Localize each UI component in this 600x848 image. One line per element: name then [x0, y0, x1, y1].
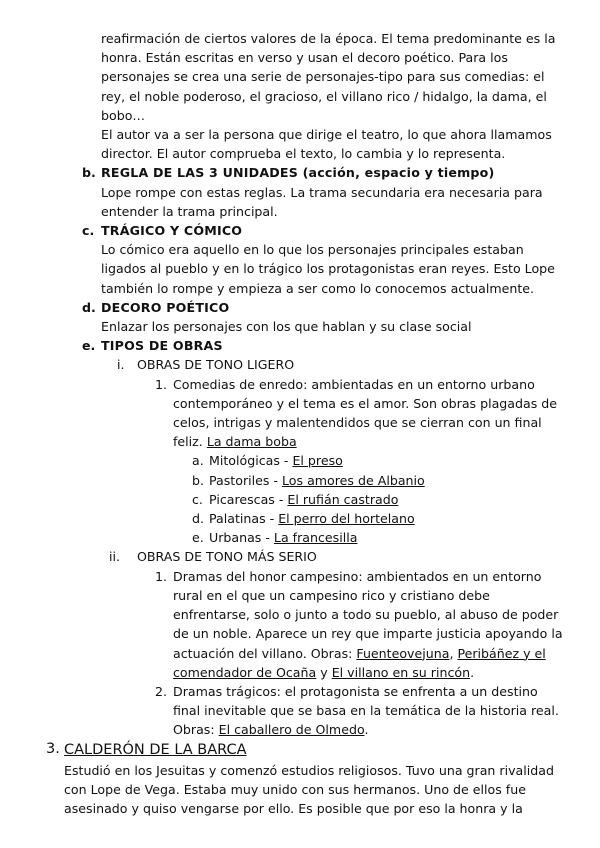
intro-paragraph-author: El autor va a ser la persona que dirige el teatro, lo que ahora llamamos director. El autor comprueba el texto, lo cambia y lo representa.	[101, 127, 552, 162]
subtype-pastoriles	[0, 471, 600, 490]
item-c-text: Lo cómico era aquello en lo que los personajes principales estaban ligados al pueblo y en lo trágico los protagonistas eran reyes. Esto Lope también lo rompe y empieza a ser como lo conocemos actualmente.	[101, 242, 555, 296]
comedias-enredo	[0, 375, 600, 452]
el-rufian-castrado-link[interactable]: El rufián castrado	[287, 491, 399, 507]
item-d-marker: d.	[82, 299, 96, 315]
subtype-text	[0, 509, 600, 528]
subtype-palatinas	[0, 509, 600, 528]
item-e-marker: e.	[82, 338, 96, 354]
separator: ,	[449, 645, 458, 661]
item-d	[0, 298, 600, 336]
section-3-heading	[0, 740, 600, 761]
fuenteovejuna-link[interactable]: Fuenteovejuna	[356, 645, 450, 661]
section-3-title: CALDERÓN DE LA BARCA	[64, 741, 247, 758]
la-francesilla-link[interactable]: La francesilla	[273, 530, 358, 546]
item-e	[0, 336, 600, 355]
item-e-heading: TIPOS DE OBRAS	[101, 338, 223, 354]
tono-serio-heading: OBRAS DE TONO MÁS SERIO	[137, 549, 317, 565]
comedias-enredo-marker: 1.	[155, 376, 168, 392]
dramas-tragicos	[0, 682, 600, 740]
item-c-heading: TRÁGICO Y CÓMICO	[101, 223, 243, 239]
item-b-heading: REGLA DE LAS 3 UNIDADES (acción, espacio y tiempo)	[101, 165, 495, 181]
item-d-text: Enlazar los personajes con los que hablan y su clase social	[101, 319, 472, 335]
separator: y	[316, 664, 332, 680]
period: .	[470, 664, 475, 680]
el-villano-en-su-rincon-link[interactable]: El villano en su rincón	[331, 664, 471, 680]
period: .	[364, 722, 369, 738]
subtype-label: Picarescas -	[209, 491, 288, 507]
subtype-label: Palatinas -	[209, 511, 279, 527]
comedias-enredo-description: Comedias de enredo: ambientadas en un entorno urbano contemporáneo y el tema es el amor. Son obras plagadas de celos, intrigas y malentendidos que se cierran con un final feliz.	[173, 376, 558, 450]
la-dama-boba-link[interactable]: La dama boba	[206, 434, 297, 450]
intro-paragraph: reafirmación de ciertos valores de la época. El tema predominante es la honra. Están escritas en verso y usan el decoro poético. Para los personajes se crea una serie de personajes-tipo para sus comedias: el rey, el noble poderoso, el gracioso, el villano rico / hidalgo, la dama, el bobo…	[101, 31, 556, 123]
item-c	[0, 221, 600, 298]
item-b	[0, 163, 600, 221]
section-3-text: Estudió en los Jesuitas y comenzó estudios religiosos. Tuvo una gran rivalidad con Lope de Vega. Estaba muy unido con sus hermanos. Uno de ellos fue asesinado y quiso vengarse por ello. Es posible que por eso la honra y la	[64, 762, 554, 816]
comedias-enredo-text	[0, 375, 600, 452]
section-3-marker: 3.	[46, 740, 60, 757]
subtype-marker: a.	[192, 453, 204, 469]
subtype-text	[0, 528, 600, 547]
subtype-label: Urbanas -	[209, 530, 274, 546]
subtype-label: Pastoriles -	[209, 472, 282, 488]
el-perro-del-hortelano-link[interactable]: El perro del hortelano	[278, 511, 415, 527]
tono-serio-marker: ii.	[109, 549, 121, 565]
el-preso-link[interactable]: El preso	[292, 453, 343, 469]
dramas-honor	[0, 567, 600, 682]
subtype-urbanas	[0, 528, 600, 547]
subtype-text	[0, 471, 600, 490]
section-3	[0, 740, 600, 819]
tono-ligero-marker: i.	[117, 357, 125, 373]
item-c-marker: c.	[82, 223, 95, 239]
subtype-text	[0, 490, 600, 509]
tono-ligero	[0, 355, 600, 374]
subtype-text	[0, 451, 600, 470]
item-b-marker: b.	[82, 165, 96, 181]
subtype-marker: c.	[192, 491, 203, 507]
item-d-heading: DECORO POÉTICO	[101, 299, 230, 315]
los-amores-de-albanio-link[interactable]: Los amores de Albanio	[282, 472, 425, 488]
subtype-marker: b.	[192, 472, 204, 488]
subtype-marker: e.	[192, 530, 204, 546]
tono-serio	[0, 547, 600, 566]
subtype-marker: d.	[192, 511, 204, 527]
dramas-tragicos-marker: 2.	[155, 683, 168, 699]
subtype-label: Mitológicas -	[209, 453, 293, 469]
peribanez-link[interactable]: Peribáñez y el comendador de Ocaña	[173, 645, 546, 680]
dramas-honor-description: Dramas del honor campesino: ambientados en un entorno rural en el que un campesino rico y cristiano debe enfrentarse, solo o junto a todo su pueblo, al abuso de poder de un noble. Aparece un rey que imparte justicia apoyando la actuación del villano. Obras:	[173, 568, 563, 661]
subtype-picarescas	[0, 490, 600, 509]
subtype-mitologicas	[0, 451, 600, 470]
item-b-text: Lope rompe con estas reglas. La trama secundaria era necesaria para entender la trama principal.	[101, 184, 543, 219]
dramas-tragicos-description: Dramas trágicos: el protagonista se enfrenta a un destino final inevitable que se basa en la temática de la historia real. Obras:	[173, 683, 559, 738]
tono-ligero-heading: OBRAS DE TONO LIGERO	[137, 357, 295, 373]
dramas-tragicos-text	[0, 682, 600, 740]
el-caballero-de-olmedo-link[interactable]: El caballero de Olmedo	[218, 722, 365, 738]
dramas-honor-text	[0, 567, 600, 682]
dramas-honor-marker: 1.	[155, 568, 168, 584]
document-page	[0, 29, 600, 818]
